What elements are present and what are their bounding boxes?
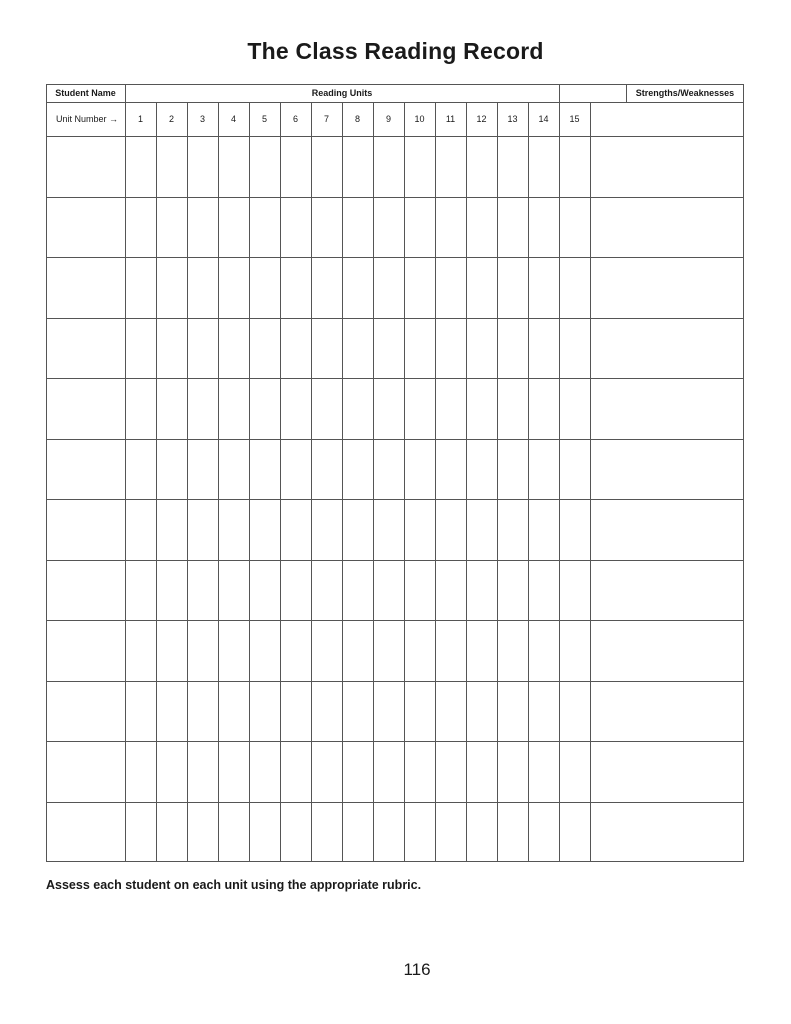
- table-row: [46, 560, 744, 621]
- page-title: The Class Reading Record: [247, 38, 544, 64]
- unit-number-8: 8: [354, 114, 360, 124]
- unit-number-13: 13: [507, 114, 518, 124]
- table-row: [46, 802, 744, 863]
- unit-number-3: 3: [199, 114, 205, 124]
- header-reading-units: Reading Units: [311, 88, 373, 98]
- header-student-name: Student Name: [55, 88, 116, 98]
- reading-record-table: [46, 84, 744, 862]
- table-row: [46, 681, 744, 742]
- page-number: 116: [403, 960, 431, 979]
- unit-number-6: 6: [292, 114, 298, 124]
- unit-number-15: 15: [569, 114, 580, 124]
- unit-number-4: 4: [230, 114, 236, 124]
- table-row: [46, 741, 744, 802]
- unit-number-9: 9: [385, 114, 391, 124]
- table-row: [46, 318, 744, 379]
- table-row: [46, 499, 744, 560]
- unit-number-7: 7: [323, 114, 329, 124]
- unit-number-label: Unit Number →: [56, 114, 119, 124]
- table-row: [46, 197, 744, 258]
- unit-number-5: 5: [261, 114, 267, 124]
- header-strengths-weaknesses: Strengths/Weaknesses: [635, 88, 735, 98]
- unit-number-1: 1: [137, 114, 143, 124]
- unit-number-14: 14: [538, 114, 549, 124]
- instruction-text: Assess each student on each unit using the appropriate rubric.: [46, 878, 422, 892]
- unit-number-2: 2: [168, 114, 174, 124]
- table-row: [46, 620, 744, 681]
- unit-number-10: 10: [414, 114, 425, 124]
- table-row: [46, 439, 744, 500]
- unit-number-12: 12: [476, 114, 487, 124]
- table-row: [46, 378, 744, 439]
- unit-number-11: 11: [445, 114, 456, 124]
- table-row: [46, 136, 744, 197]
- table-row: [46, 257, 744, 318]
